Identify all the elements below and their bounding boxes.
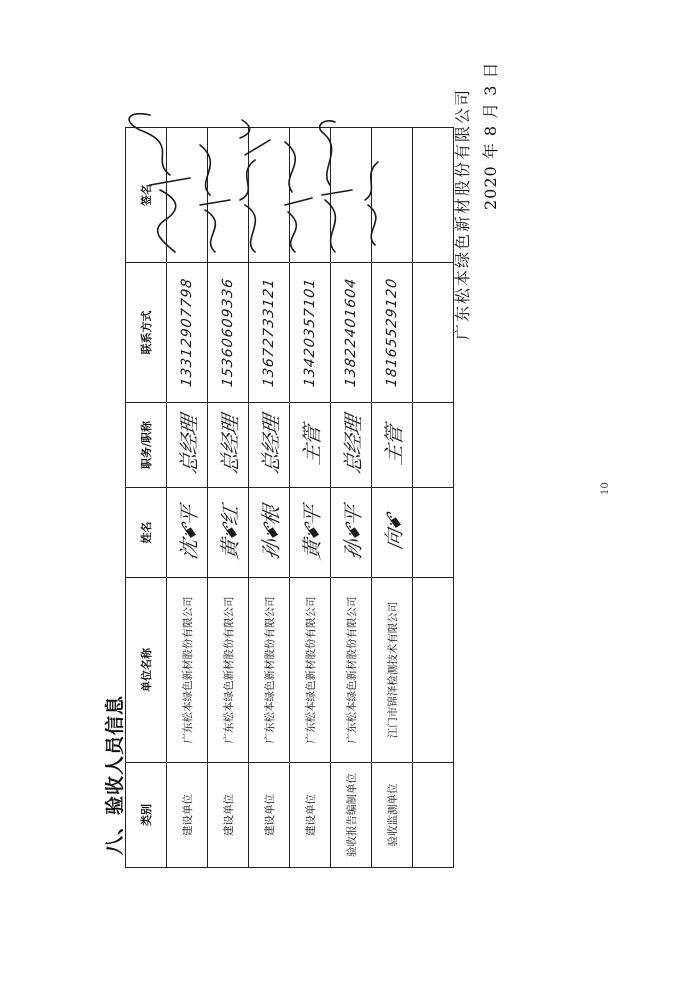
section-heading: 八、验收人员信息 xyxy=(104,694,126,855)
cell-name xyxy=(167,488,208,578)
cell-phone xyxy=(249,263,290,403)
table-row xyxy=(167,128,208,868)
header-name: 姓名 xyxy=(126,488,167,578)
cell-name xyxy=(208,488,249,578)
cell-phone xyxy=(372,263,413,403)
cell-name xyxy=(413,488,454,578)
handwritten-phone: 18165529120 xyxy=(384,276,400,389)
cell-signature xyxy=(167,128,208,263)
cell-name xyxy=(372,488,413,578)
cell-phone xyxy=(208,263,249,403)
table-row xyxy=(372,128,413,868)
cell-unit: 广东松本绿色新材股份有限公司 xyxy=(249,578,290,763)
cell-signature xyxy=(208,128,249,263)
cell-unit: 广东松本绿色新材股份有限公司 xyxy=(208,578,249,763)
cell-position xyxy=(372,403,413,488)
handwritten-name: 黄ꗄ平 xyxy=(299,504,324,562)
cell-category: 验收报告编制单位 xyxy=(331,763,372,868)
cell-category: 建设单位 xyxy=(249,763,290,868)
table-row xyxy=(413,128,454,868)
cell-signature xyxy=(372,128,413,263)
handwritten-position: 总经理 xyxy=(217,414,242,476)
cell-unit xyxy=(413,578,454,763)
cell-unit: 广东松本绿色新材股份有限公司 xyxy=(331,578,372,763)
cell-phone xyxy=(290,263,331,403)
handwritten-name: 黄ꗄ红 xyxy=(217,504,242,562)
cell-position xyxy=(290,403,331,488)
handwritten-position: 主管 xyxy=(381,424,406,467)
cell-signature xyxy=(331,128,372,263)
cell-signature xyxy=(413,128,454,263)
page-number: 10 xyxy=(600,482,611,495)
cell-category: 建设单位 xyxy=(208,763,249,868)
handwritten-name: 向ꗄ xyxy=(381,513,406,552)
cell-category: 建设单位 xyxy=(290,763,331,868)
handwritten-name: 孙ꗄ根 xyxy=(258,504,283,562)
cell-position xyxy=(331,403,372,488)
handwritten-position: 总经理 xyxy=(340,414,365,476)
cell-unit: 江门市锦泽检测技术有限公司 xyxy=(372,578,413,763)
cell-category: 建设单位 xyxy=(167,763,208,868)
cell-unit: 广东松本绿色新材股份有限公司 xyxy=(167,578,208,763)
company-name: 广东松本绿色新材股份有限公司 xyxy=(453,87,472,340)
header-position: 职务/职称 xyxy=(126,403,167,488)
header-category: 类别 xyxy=(126,763,167,868)
cell-phone xyxy=(331,263,372,403)
handwritten-position: 总经理 xyxy=(258,414,283,476)
table-row xyxy=(331,128,372,868)
cell-name xyxy=(290,488,331,578)
header-phone: 联系方式 xyxy=(126,263,167,403)
handwritten-position: 主管 xyxy=(299,424,324,467)
table-row xyxy=(290,128,331,868)
cell-phone xyxy=(413,263,454,403)
handwritten-phone: 13420357101 xyxy=(302,276,318,389)
cell-position xyxy=(413,403,454,488)
cell-signature xyxy=(249,128,290,263)
cell-signature xyxy=(290,128,331,263)
cell-name xyxy=(249,488,290,578)
table-row xyxy=(208,128,249,868)
cell-category xyxy=(413,763,454,868)
handwritten-phone: 13822401604 xyxy=(343,276,359,389)
cell-category: 验收监测单位 xyxy=(372,763,413,868)
handwritten-position: 总经理 xyxy=(176,414,201,476)
handwritten-name: 沈ꗄ平 xyxy=(176,504,201,562)
handwritten-phone: 13312907798 xyxy=(179,276,195,389)
handwritten-name: 孙ꗄ平 xyxy=(340,504,365,562)
cell-position xyxy=(208,403,249,488)
signing-date: 2020 年 8 月 3 日 xyxy=(481,61,500,210)
acceptance-personnel-table xyxy=(125,127,454,868)
header-signature: 签名 xyxy=(126,128,167,263)
cell-position xyxy=(249,403,290,488)
table-header-row xyxy=(126,128,167,868)
cell-position xyxy=(167,403,208,488)
header-unit: 单位名称 xyxy=(126,578,167,763)
table-row xyxy=(249,128,290,868)
cell-name xyxy=(331,488,372,578)
cell-phone xyxy=(167,263,208,403)
handwritten-phone: 13672733121 xyxy=(261,276,277,389)
handwritten-phone: 15360609336 xyxy=(220,276,236,389)
cell-unit: 广东松本绿色新材股份有限公司 xyxy=(290,578,331,763)
